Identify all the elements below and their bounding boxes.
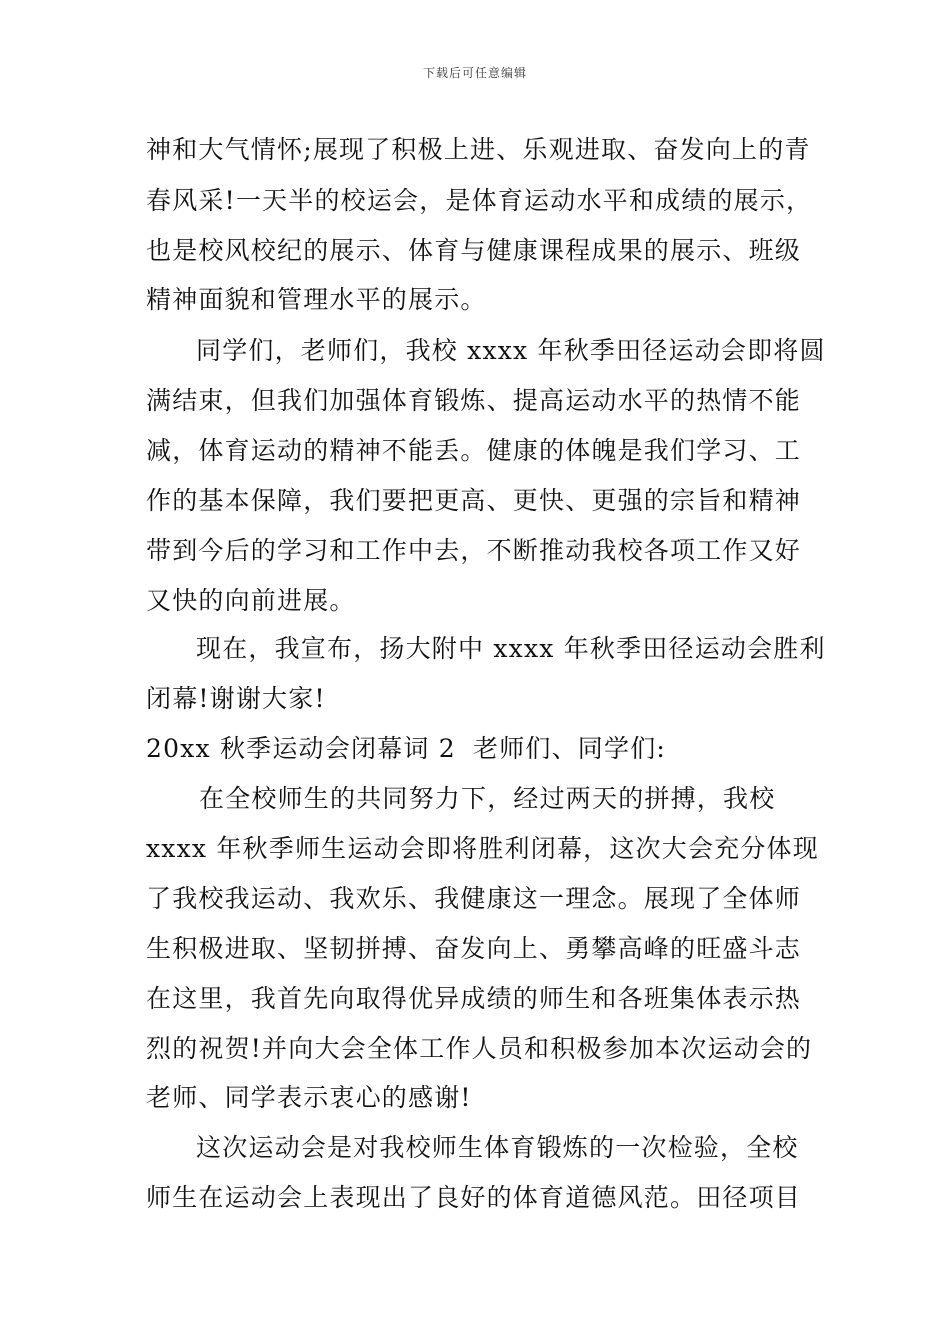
body-line: 烈的祝贺!并向大会全体工作人员和积极参加本次运动会的 xyxy=(146,1034,813,1063)
body-line: 闭幕!谢谢大家! xyxy=(146,684,326,713)
body-line: xxxx 年秋季师生运动会即将胜利闭幕，这次大会充分体现 xyxy=(146,834,819,863)
body-line: 在这里，我首先向取得优异成绩的师生和各班集体表示热 xyxy=(146,984,802,1013)
body-line: 减，体育运动的精神不能丢。健康的体魄是我们学习、工 xyxy=(146,436,802,465)
body-line: 神和大气情怀;展现了积极上进、乐观进取、奋发向上的青 xyxy=(146,135,811,164)
section-title: 20xx 秋季运动会闭幕词 2 xyxy=(146,734,456,763)
salutation: 老师们、同学们: xyxy=(473,734,667,763)
body-line: 生积极进取、坚韧拼搏、奋发向上、勇攀高峰的旺盛斗志 xyxy=(146,934,802,963)
paragraph-first-line: 现在，我宣布，扬大附中 xxxx 年秋季田径运动会胜利 xyxy=(196,634,826,663)
body-line: 又快的向前进展。 xyxy=(146,586,356,615)
body-line: 精神面貌和管理水平的展示。 xyxy=(146,285,487,314)
paragraph-first-line: 同学们，老师们，我校 xxxx 年秋季田径运动会即将圆 xyxy=(196,336,826,365)
body-line: 了我校我运动、我欢乐、我健康这一理念。展现了全体师 xyxy=(146,884,802,913)
body-line: 也是校风校纪的展示、体育与健康课程成果的展示、班级 xyxy=(146,236,802,265)
body-line: 师生在运动会上表现出了良好的体育道德风范。田径项目 xyxy=(146,1183,802,1212)
body-line: 带到今后的学习和工作中去，不断推动我校各项工作又好 xyxy=(146,536,802,565)
paragraph-first-line: 在全校师生的共同努力下，经过两天的拼搏，我校 xyxy=(199,784,776,813)
body-line: 春风采!一天半的校运会，是体育运动水平和成绩的展示， xyxy=(146,186,813,215)
body-line: 作的基本保障，我们要把更高、更快、更强的宗旨和精神 xyxy=(146,486,802,515)
page-header: 下载后可任意编辑 xyxy=(422,66,527,80)
body-line: 满结束，但我们加强体育锻炼、提高运动水平的热情不能 xyxy=(146,386,802,415)
body-line: 老师、同学表示衷心的感谢! xyxy=(146,1083,472,1112)
paragraph-first-line: 这次运动会是对我校师生体育锻炼的一次检验，全校 xyxy=(196,1133,799,1162)
